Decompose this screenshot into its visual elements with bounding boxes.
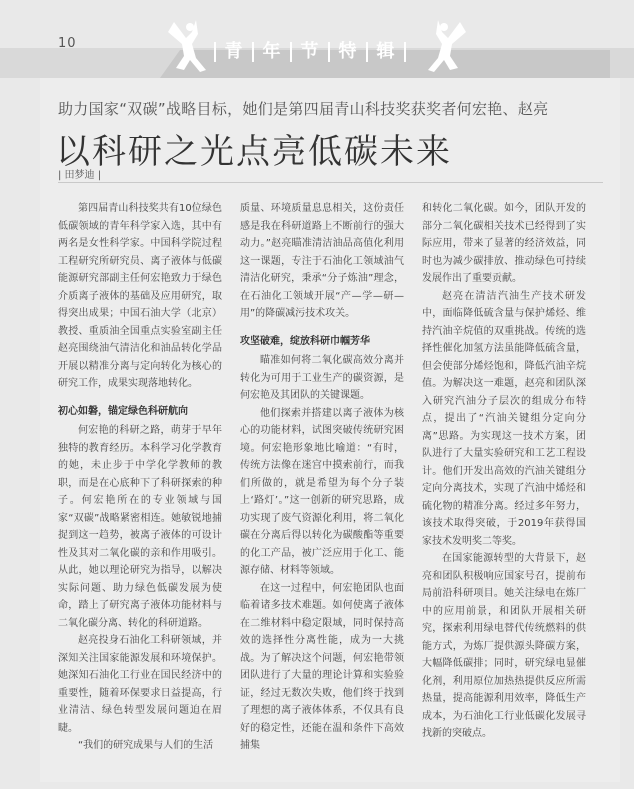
title-divider (58, 182, 603, 183)
paragraph: 第四届青山科技奖共有10位绿色低碳领域的青年科学家入选，其中有两名是女性科学家。中国科学院过程工程研究所研究员、离子液体与低碳能源研究部副主任何宏艳致力于绿色介质离子液体的基础及应用研究，取得突出成果；中国石油大学（北京）教授、重质油全国重点实验室副主任赵亮围绕油气清洁化和油品转化学品开展以精准分离与定向转化为核心的研究工作，成果实现落地转化。 (58, 203, 222, 389)
paragraph: 在国家能源转型的大背景下，赵亮和团队积极响应国家号召，提前布局前沿科研项目。她关注绿电在炼厂中的应用前景，和团队开展相关研究，探索利用绿电替代传统燃料的供能方式，为炼厂提供源头降碳方案，大幅降低碳排；同时，研究绿电显催化剂，利用原位加热热提供反应所需热量，提高能源利用效率，降低生产成本，为石油化工行业低碳化发展寻找新的突破点。 (422, 553, 586, 739)
paragraph: 赵亮投身石油化工科研领域，并深知关注国家能源发展和环境保护。她深知石油化工行业在国民经济中的重要性，随着环保要求日益提高，行业清洁、绿色转型发展问题迫在眉睫。 (58, 635, 222, 734)
paragraph: 何宏艳的科研之路，萌芽于早年独特的教育经历。本科学习化学教育的她，未止步于中学化学教师的教职，而是在心底种下了科研探索的种子。何宏艳所在的专业领域与国家“双碳”战略紧密相连。她敏锐地捕捉到这一趋势，被离子液体的可设计性及其对二氧化碳的亲和作用吸引。从此，她以理论研究为指导，以解决实际问题、助力绿色低碳发展为使命，踏上了研究离子液体功能材料与二氧化碳分离、转化的科研道路。 (58, 425, 222, 629)
section-heading: 攻坚破难，绽放科研巾帼芳华 (240, 335, 370, 347)
article-author: | 田梦迪 | (58, 170, 102, 181)
section-heading: 初心如磐，锚定绿色科研航向 (58, 405, 188, 417)
jumping-figure-right-icon (422, 18, 468, 74)
paragraph: 他们探索并搭建以离子液体为核心的功能材料，试图突破传统研究困境。何宏艳形象地比喻道：“有时，传统方法像在迷宫中摸索前行，而我们所做的，就是希望为每个分子装上‘路灯’。”这一创新的研究思路，成功实现了废气资源化利用，将二氧化碳在分离后得以转化为碳酸酯等重要的化工产品，被广泛应用于化工、能源存储、材料等领域。 (240, 407, 404, 576)
text-column-2 (240, 200, 404, 755)
text-column-3 (422, 200, 586, 743)
paragraph: 质量、环境质量息息相关，这份责任感是我在科研道路上不断前行的强大动力。”赵亮瞄准清洁油品高值化利用这一课题，专注于石油化工领域油气清洁化研究，秉承“分子炼油”理念，在石油化工领域开展“产—学—研—用”的降碳减污技术攻关。 (240, 203, 404, 319)
article-subtitle: 助力国家“双碳”战略目标，她们是第四届青山科技奖获奖者何宏艳、赵亮 (58, 100, 549, 118)
article-title: 以科研之光点亮低碳未来 (56, 132, 452, 172)
section-title-char: 特 (328, 42, 366, 62)
paragraph: 瞄准如何将二氧化碳高效分离并转化为可用于工业生产的碳资源，是何宏艳及其团队的关键课题。 (240, 355, 404, 401)
paragraph: “我们的研究成果与人们的生活 (78, 740, 214, 751)
jumping-figure-left-icon (166, 18, 212, 74)
page-number: 10 (58, 36, 77, 51)
section-title-char: 年 (252, 42, 290, 62)
paragraph: 和转化二氧化碳。如今，团队开发的部分二氧化碳相关技术已经得到了实际应用，带来了显著的经济效益，同时也为减少碳排放、推动绿色可持续发展作出了重要贡献。 (422, 203, 586, 284)
section-title-char: 节 (290, 42, 328, 62)
paragraph: 赵亮在清洁汽油生产技术研发中，面临降低硫含量与保护烯烃、维持汽油辛烷值的双重挑战。传统的选择性催化加氢方法虽能降低硫含量，但会使部分烯烃饱和，降低汽油辛烷值。为解决这一难题，赵亮和团队深入研究汽油分子层次的组成分布特点，提出了“汽油关键组分定向分离”思路。为实现这一技术方案，团队进行了大量实验研究和工艺工程设计。他们开发出高效的汽油关键组分定向分离技术，实现了汽油中烯烃和硫化物的精准分离。经过多年努力，该技术取得突破，于2019年获得国家技术发明奖二等奖。 (422, 290, 586, 547)
section-title (214, 42, 406, 62)
section-title-char: 青 (214, 42, 252, 62)
paragraph: 在这一过程中，何宏艳团队也面临着诸多技术难题。如何使离子液体在二维材料中稳定限域，同时保持高效的选择性分离性能，成为一大挑战。为了解决这个问题，何宏艳带领团队进行了大量的理论计算和实验验证，经过无数次失败，他们终于找到了理想的离子液体体系，不仅具有良好的稳定性，还能在温和条件下高效捕集 (240, 582, 404, 751)
text-column-1 (58, 200, 222, 755)
section-title-char: 辑 (366, 42, 406, 62)
